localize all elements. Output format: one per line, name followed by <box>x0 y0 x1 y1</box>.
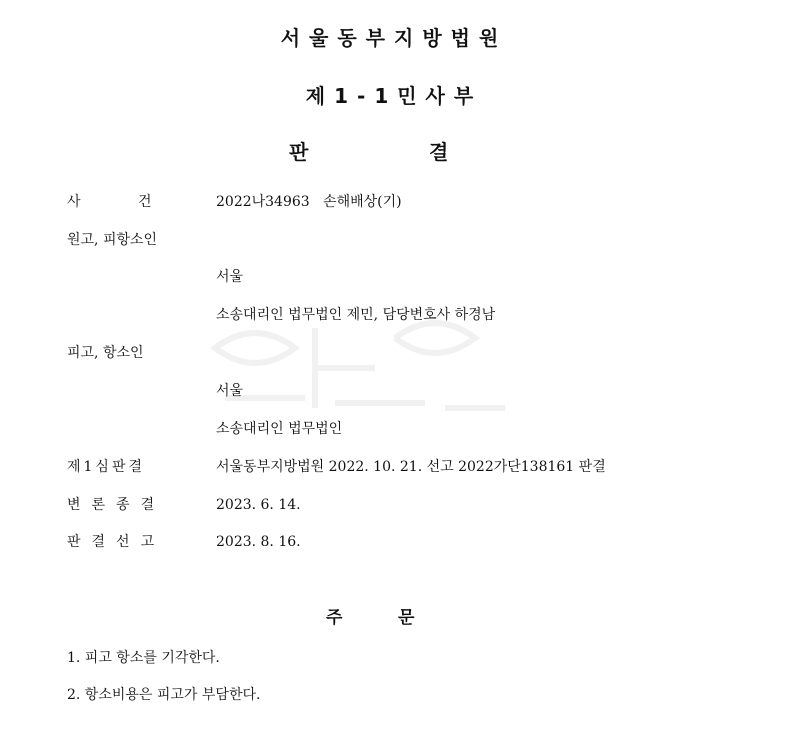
order-heading-right: 문 <box>398 608 415 628</box>
court-name: 서울동부지방법원 <box>280 26 508 50</box>
pronounce-label: 판결선고 <box>67 534 166 550</box>
closing-label: 변론종결 <box>67 497 166 513</box>
defendant-row <box>0 342 788 364</box>
plaintiff-counsel: 소송대리인 법무법인 제민, 담당변호사 하경남 <box>216 307 496 323</box>
order-item-1: 1. 피고 항소를 기각한다. <box>67 650 220 666</box>
case-value: 2022나34963 손해배상(기) <box>216 194 402 210</box>
first-instance-label: 제1심판결 <box>67 459 146 475</box>
case-row <box>0 191 788 213</box>
case-label-right: 건 <box>138 194 152 210</box>
plaintiff-address-row <box>0 266 788 288</box>
plaintiff-counsel-row <box>0 304 788 326</box>
pronounce-value: 2023. 8. 16. <box>216 534 301 550</box>
defendant-address: 서울 <box>216 383 244 399</box>
case-label-left: 사 <box>67 194 81 210</box>
watermark-logo <box>195 308 525 428</box>
defendant-label: 피고, 항소인 <box>67 345 144 361</box>
first-instance-row <box>0 456 788 478</box>
pronounce-row <box>0 531 788 553</box>
defendant-counsel-row <box>0 418 788 440</box>
document-title-left: 판 <box>289 140 309 164</box>
closing-value: 2023. 6. 14. <box>216 497 301 513</box>
defendant-counsel: 소송대리인 법무법인 <box>216 421 343 437</box>
order-item-2: 2. 항소비용은 피고가 부담한다. <box>67 687 261 703</box>
plaintiff-address: 서울 <box>216 269 244 285</box>
plaintiff-row <box>0 229 788 251</box>
order-heading-left: 주 <box>326 608 343 628</box>
document-title-right: 결 <box>429 140 449 164</box>
plaintiff-label: 원고, 피항소인 <box>67 232 158 248</box>
closing-row <box>0 494 788 516</box>
defendant-address-row <box>0 380 788 402</box>
first-instance-value: 서울동부지방법원 2022. 10. 21. 선고 2022가단138161 판결 <box>216 459 606 475</box>
division-name: 제1-1민사부 <box>305 84 483 108</box>
